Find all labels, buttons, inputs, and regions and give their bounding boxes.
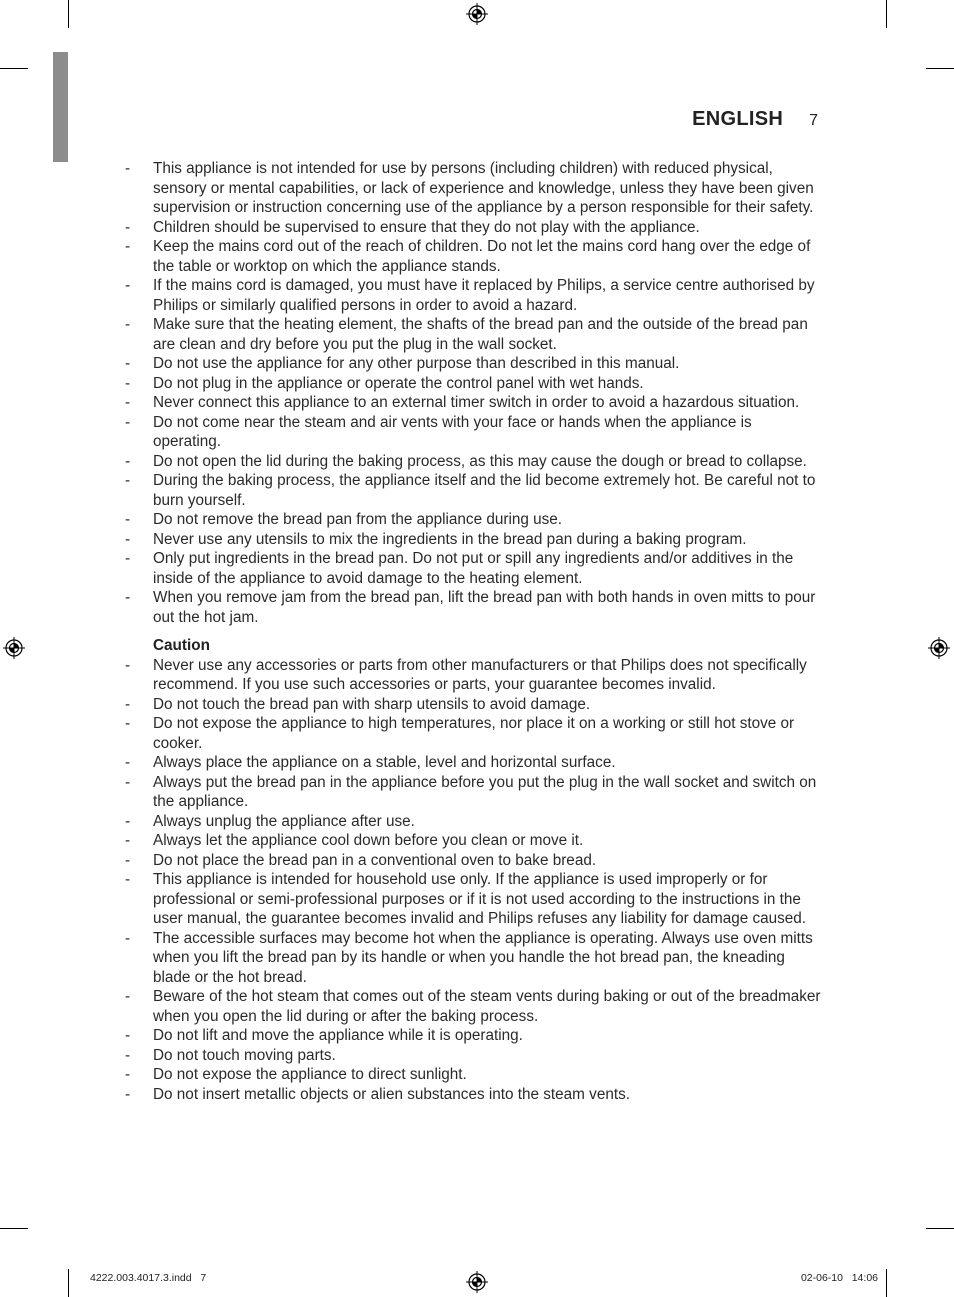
main-content bbox=[122, 159, 822, 1104]
bullet-dash: - bbox=[125, 316, 131, 333]
crop-mark bbox=[926, 1228, 954, 1229]
bullet-dash: - bbox=[125, 511, 131, 528]
page-number: 7 bbox=[809, 112, 818, 129]
list-item-text: Beware of the hot steam that comes out of the steam vents during baking or out of the breadmaker when you open the lid during or after the baking process. bbox=[153, 988, 821, 1025]
list-item-text: If the mains cord is damaged, you must have it replaced by Philips, a service centre authorised by Philips or similarly qualified persons in order to avoid a hazard. bbox=[153, 277, 815, 314]
list-item bbox=[122, 413, 822, 452]
list-item-text: Never use any utensils to mix the ingredients in the bread pan during a baking program. bbox=[153, 530, 747, 548]
list-item bbox=[122, 812, 822, 832]
list-item bbox=[122, 929, 822, 988]
list-item bbox=[122, 870, 822, 929]
registration-mark-icon bbox=[466, 1271, 488, 1293]
registration-mark-icon bbox=[3, 637, 25, 659]
footer-file-info: 4222.003.4017.3.indd 7 bbox=[90, 1272, 207, 1284]
crop-mark bbox=[926, 68, 954, 69]
bullet-dash: - bbox=[125, 851, 131, 869]
list-item-text: Do not insert metallic objects or alien substances into the steam vents. bbox=[153, 1085, 630, 1103]
crop-mark bbox=[0, 1228, 28, 1229]
bullet-dash: - bbox=[125, 355, 131, 372]
list-item bbox=[122, 218, 822, 238]
list-item-text: Always place the appliance on a stable, level and horizontal surface. bbox=[153, 754, 616, 771]
list-item-text: When you remove jam from the bread pan, lift the bread pan with both hands in oven mitts to pour out the hot jam. bbox=[153, 589, 816, 626]
list-item-text: This appliance is not intended for use by persons (including children) with reduced physical, sensory or mental capabilities, or lack of experience and knowledge, unless they have been given supervision or instruction concerning use of the appliance by a person responsible for their safety. bbox=[153, 160, 814, 216]
registration-mark-icon bbox=[928, 637, 950, 659]
list-item bbox=[122, 452, 822, 472]
list-item bbox=[122, 714, 822, 753]
list-item-text: Do not lift and move the appliance while it is operating. bbox=[153, 1027, 523, 1044]
bullet-dash: - bbox=[125, 218, 131, 236]
bullet-dash: - bbox=[125, 589, 131, 606]
crop-mark bbox=[68, 0, 69, 28]
list-item-text: Always put the bread pan in the appliance before you put the plug in the wall socket and switch on the appliance. bbox=[153, 773, 817, 810]
language-heading: ENGLISH bbox=[692, 108, 784, 130]
list-item-text: Never use any accessories or parts from other manufacturers or that Philips does not specifically recommend. If you use such accessories or parts, your guarantee becomes invalid. bbox=[153, 656, 807, 693]
list-item-text: Do not plug in the appliance or operate the control panel with wet hands. bbox=[153, 374, 644, 392]
list-item bbox=[122, 471, 822, 510]
list-item bbox=[122, 159, 822, 218]
list-item-text: Do not expose the appliance to direct sunlight. bbox=[153, 1066, 467, 1083]
bullet-dash: - bbox=[125, 929, 131, 947]
list-item bbox=[122, 510, 822, 530]
list-item bbox=[122, 831, 822, 851]
list-item bbox=[122, 1046, 822, 1066]
list-item-text: Always let the appliance cool down before you clean or move it. bbox=[153, 832, 584, 849]
list-item bbox=[122, 1065, 822, 1085]
caution-list bbox=[122, 656, 822, 1105]
list-item-text: Do not come near the steam and air vents with your face or hands when the appliance is operating. bbox=[153, 413, 752, 450]
bullet-dash: - bbox=[125, 550, 131, 567]
list-item-text: Always unplug the appliance after use. bbox=[153, 812, 415, 830]
list-item bbox=[122, 1085, 822, 1105]
list-item-text: During the baking process, the appliance itself and the lid become extremely hot. Be careful not to burn yourself. bbox=[153, 472, 816, 509]
list-item-text: Do not expose the appliance to high temperatures, nor place it on a working or still hot stove or cooker. bbox=[153, 715, 795, 752]
list-item bbox=[122, 753, 822, 773]
footer-timestamp: 02-06-10 14:06 bbox=[800, 1272, 878, 1284]
bullet-dash: - bbox=[125, 1066, 131, 1083]
bullet-dash: - bbox=[125, 472, 131, 489]
bullet-dash: - bbox=[125, 715, 131, 732]
list-item-text: Only put ingredients in the bread pan. Do not put or spill any ingredients and/or additives in the inside of the appliance to avoid damage to the heating element. bbox=[153, 550, 794, 587]
list-item bbox=[122, 276, 822, 315]
bullet-dash: - bbox=[125, 277, 131, 294]
list-item-text: Never connect this appliance to an external timer switch in order to avoid a hazardous situation. bbox=[153, 394, 800, 411]
bullet-dash: - bbox=[125, 695, 131, 713]
page-header bbox=[692, 108, 818, 131]
list-item-text: Do not touch the bread pan with sharp utensils to avoid damage. bbox=[153, 695, 591, 713]
list-item-text: Do not touch moving parts. bbox=[153, 1046, 336, 1064]
bullet-dash: - bbox=[125, 1046, 131, 1064]
bullet-dash: - bbox=[125, 452, 131, 470]
list-item-text: Do not open the lid during the baking process, as this may cause the dough or bread to collapse. bbox=[153, 452, 807, 470]
list-item-text: Make sure that the heating element, the shafts of the bread pan and the outside of the bread pan are clean and dry before you put the plug in the wall socket. bbox=[153, 316, 808, 353]
caution-heading: Caution bbox=[153, 637, 210, 654]
list-item-text: The accessible surfaces may become hot when the appliance is operating. Always use oven mitts when you lift the bread pan by its handle or when you handle the hot bread pan, the kneading blade or the hot bread. bbox=[153, 929, 813, 986]
list-item-text: Do not remove the bread pan from the appliance during use. bbox=[153, 511, 563, 528]
crop-mark bbox=[886, 0, 887, 28]
bullet-dash: - bbox=[125, 374, 131, 392]
bullet-dash: - bbox=[125, 656, 131, 674]
list-item bbox=[122, 695, 822, 715]
bullet-dash: - bbox=[125, 1027, 131, 1044]
list-item bbox=[122, 773, 822, 812]
list-item bbox=[122, 987, 822, 1026]
warnings-list bbox=[122, 159, 822, 627]
list-item-text: Do not place the bread pan in a conventional oven to bake bread. bbox=[153, 851, 597, 869]
bullet-dash: - bbox=[125, 832, 131, 849]
list-item bbox=[122, 374, 822, 394]
bullet-dash: - bbox=[125, 773, 131, 791]
list-item-text: Do not use the appliance for any other purpose than described in this manual. bbox=[153, 355, 680, 372]
registration-mark-icon bbox=[466, 3, 488, 25]
list-item-text: This appliance is intended for household use only. If the appliance is used improperly or for professional or semi-professional purposes or if it is not used according to the instructions in the user manual, the guarantee becomes invalid and Philips refuses any liability for damage caused. bbox=[153, 871, 807, 927]
list-item-text: Keep the mains cord out of the reach of children. Do not let the mains cord hang over the edge of the table or worktop on which the appliance stands. bbox=[153, 238, 811, 275]
bullet-dash: - bbox=[125, 238, 131, 255]
bullet-dash: - bbox=[125, 754, 131, 771]
list-item bbox=[122, 549, 822, 588]
bullet-dash: - bbox=[125, 812, 131, 830]
list-item bbox=[122, 1026, 822, 1046]
bullet-dash: - bbox=[125, 871, 131, 888]
list-item bbox=[122, 530, 822, 550]
bullet-dash: - bbox=[125, 1085, 131, 1103]
list-item bbox=[122, 393, 822, 413]
list-item bbox=[122, 237, 822, 276]
language-side-tab bbox=[53, 52, 68, 162]
list-item bbox=[122, 315, 822, 354]
bullet-dash: - bbox=[125, 530, 131, 548]
list-item bbox=[122, 851, 822, 871]
list-item bbox=[122, 656, 822, 695]
crop-mark bbox=[886, 1269, 887, 1297]
bullet-dash: - bbox=[125, 160, 131, 177]
bullet-dash: - bbox=[125, 413, 131, 431]
bullet-dash: - bbox=[125, 394, 131, 411]
list-item bbox=[122, 588, 822, 627]
bullet-dash: - bbox=[125, 988, 131, 1005]
crop-mark bbox=[68, 1269, 69, 1297]
list-item-text: Children should be supervised to ensure that they do not play with the appliance. bbox=[153, 218, 700, 236]
crop-mark bbox=[0, 68, 28, 69]
list-item bbox=[122, 354, 822, 374]
